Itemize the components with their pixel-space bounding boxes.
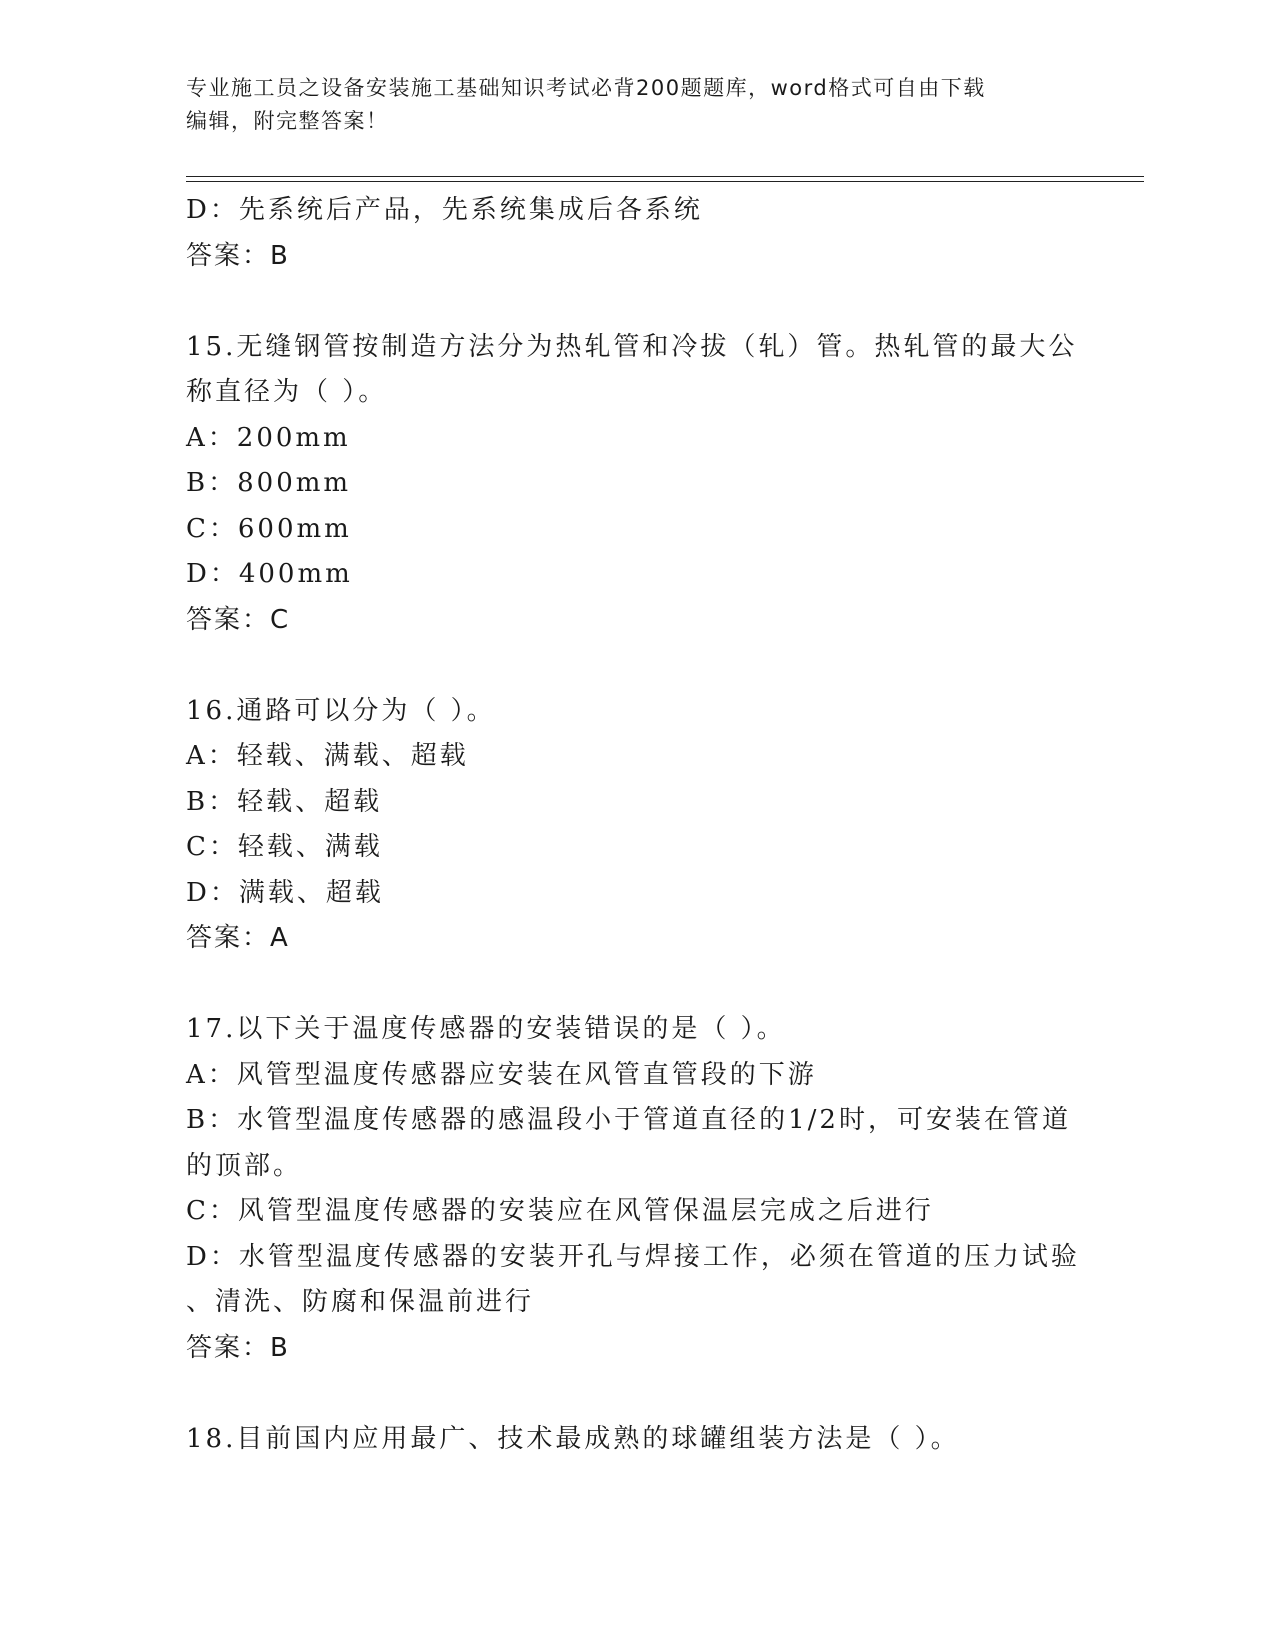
option-a: A：轻载、满载、超载 [186, 741, 469, 771]
option-d: D：先系统后产品，先系统集成后各系统 [186, 195, 703, 225]
answer-text: 答案：B [186, 1332, 290, 1363]
option-a: A：风管型温度传感器应安装在风管直管段的下游 [186, 1059, 817, 1090]
question-stem-continued: 称直径为（ ）。 [186, 377, 388, 407]
question-17 [186, 1007, 1080, 1371]
question-list [186, 188, 1080, 1462]
spacer [186, 643, 1066, 689]
header-divider-top [186, 176, 1144, 177]
question-15 [186, 325, 1078, 644]
header-line-1: 专业施工员之设备安装施工基础知识考试必背200题题库，word格式可自由下载 [186, 76, 986, 100]
question-stem: 17.以下关于温度传感器的安装错误的是（ ）。 [186, 1014, 786, 1044]
option-d: D：400mm [186, 559, 353, 589]
question-14-tail [186, 188, 1066, 279]
answer-text: 答案：C [186, 604, 291, 635]
answer-text: 答案：A [186, 923, 290, 953]
question-stem: 15.无缝钢管按制造方法分为热轧管和冷拔（轧）管。热轧管的最大公 [186, 331, 1078, 362]
header-line-2: 编辑，附完整答案！ [186, 109, 389, 133]
question-18 [186, 1417, 1066, 1463]
question-stem: 16.通路可以分为（ ）。 [186, 695, 496, 726]
option-a: A：200mm [186, 422, 351, 453]
spacer [186, 962, 1066, 1008]
option-c: C：600mm [186, 513, 352, 544]
spacer [186, 1371, 1066, 1417]
spacer [186, 279, 1066, 325]
option-d: D：水管型温度传感器的安装开孔与焊接工作，必须在管道的压力试验 [186, 1241, 1080, 1272]
option-b: B：轻载、超载 [186, 786, 383, 817]
option-c: C：风管型温度传感器的安装应在风管保温层完成之后进行 [186, 1196, 934, 1226]
option-c: C：轻载、满载 [186, 832, 383, 862]
option-b: B：800mm [186, 468, 352, 498]
answer-text: 答案：B [186, 240, 290, 271]
question-stem: 18.目前国内应用最广、技术最成熟的球罐组装方法是（ ）。 [186, 1423, 960, 1454]
question-16 [186, 689, 1066, 962]
option-b: B：水管型温度传感器的感温段小于管道直径的1/2时，可安装在管道 [186, 1105, 1071, 1135]
header-divider-bottom [186, 181, 1144, 182]
option-d: D：满载、超载 [186, 877, 384, 908]
option-b-continued: 的顶部。 [186, 1150, 303, 1181]
document-header [186, 72, 1086, 138]
option-d-continued: 、清洗、防腐和保温前进行 [186, 1287, 535, 1317]
